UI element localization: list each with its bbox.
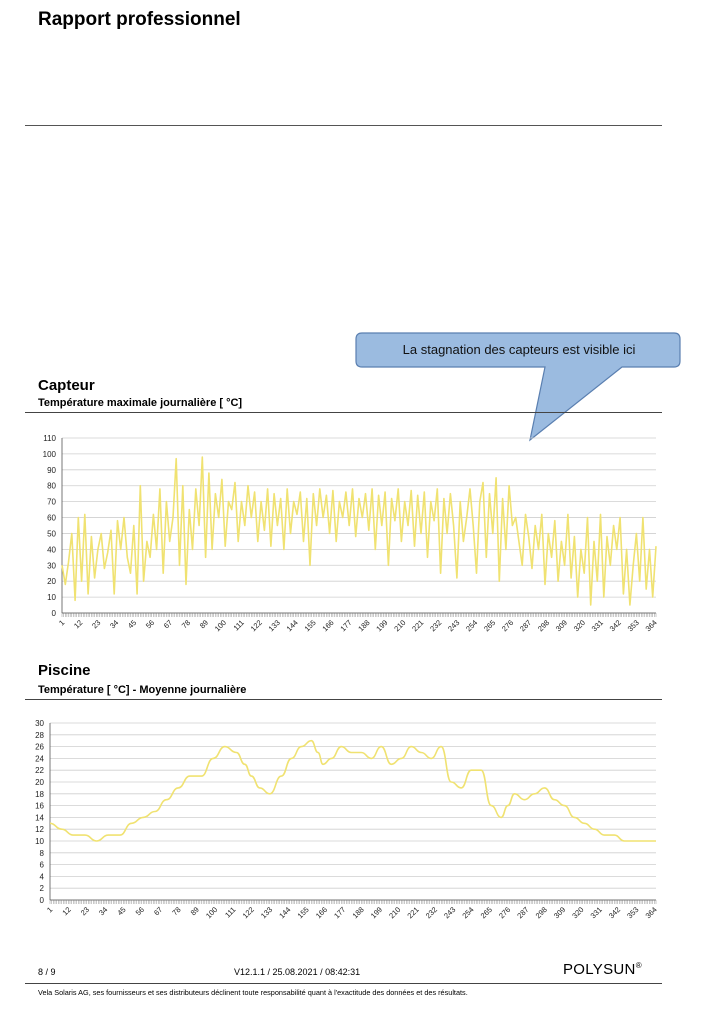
x-tick-label: 210	[392, 618, 408, 634]
y-tick-label: 30	[35, 719, 44, 728]
x-tick-label: 111	[231, 618, 246, 633]
y-tick-label: 6	[39, 860, 44, 870]
x-tick-label: 265	[482, 618, 498, 634]
y-tick-label: 14	[35, 813, 44, 823]
x-tick-label: 210	[387, 905, 403, 921]
x-tick-label: 177	[338, 618, 354, 634]
x-tick-label: 243	[446, 618, 462, 634]
x-tick-label: 155	[302, 618, 318, 634]
x-tick-label: 232	[428, 618, 444, 634]
y-tick-label: 0	[51, 609, 56, 618]
y-tick-label: 60	[47, 513, 56, 523]
x-tick-label: 122	[248, 618, 264, 634]
x-tick-label: 298	[535, 618, 552, 634]
y-tick-label: 20	[35, 778, 44, 787]
x-tick-label: 1	[45, 905, 55, 915]
x-tick-label: 166	[313, 905, 330, 921]
disclaimer-text: Vela Solaris AG, ses fournisseurs et ses distributeurs déclinent toute responsabilité quant à l'exactitude des données et des résultats.	[38, 988, 468, 997]
x-tick-label: 331	[589, 618, 605, 634]
x-tick-label: 166	[320, 618, 336, 634]
x-tick-label: 78	[170, 905, 183, 918]
x-tick-label: 364	[643, 905, 659, 921]
x-tick-label: 45	[115, 905, 128, 918]
y-tick-label: 0	[39, 896, 44, 905]
x-tick-label: 23	[90, 618, 103, 631]
x-tick-label: 287	[515, 905, 531, 921]
x-tick-label: 221	[405, 905, 421, 921]
version-stamp: V12.1.1 / 25.08.2021 / 08:42:31	[234, 967, 361, 977]
y-tick-label: 40	[47, 545, 56, 555]
x-tick-label: 243	[442, 905, 458, 921]
series-line	[50, 741, 656, 841]
y-tick-label: 10	[35, 837, 44, 846]
x-tick-label: 100	[204, 905, 220, 921]
x-tick-label: 331	[588, 905, 604, 921]
y-tick-label: 18	[35, 789, 44, 799]
x-tick-label: 199	[368, 905, 385, 921]
x-tick-label: 254	[464, 618, 480, 634]
y-tick-label: 26	[35, 742, 44, 752]
x-tick-label: 320	[570, 905, 586, 921]
x-tick-label: 320	[571, 618, 587, 634]
y-tick-label: 30	[47, 561, 56, 571]
x-tick-label: 199	[374, 618, 390, 634]
y-tick-label: 70	[47, 497, 56, 507]
x-tick-label: 287	[517, 618, 534, 634]
section-title-capteur: Capteur	[38, 377, 95, 394]
x-tick-label: 177	[332, 905, 348, 921]
x-tick-label: 12	[72, 618, 85, 631]
y-tick-label: 80	[47, 481, 56, 491]
chart-piscine-mean-temp	[0, 715, 710, 940]
x-tick-label: 364	[643, 618, 659, 634]
x-tick-label: 45	[125, 618, 139, 631]
brand-name: POLYSUN	[563, 961, 636, 978]
x-tick-label: 67	[161, 618, 175, 631]
y-tick-label: 16	[35, 801, 44, 811]
x-tick-label: 188	[356, 618, 372, 634]
x-tick-label: 34	[97, 905, 110, 918]
x-tick-label: 155	[295, 905, 311, 921]
footer-divider	[25, 983, 662, 984]
y-tick-label: 8	[39, 848, 44, 858]
x-tick-label: 353	[625, 618, 641, 634]
y-tick-label: 100	[42, 449, 56, 459]
brand-logo	[563, 961, 642, 978]
y-tick-label: 4	[39, 872, 44, 882]
section-subtitle-capteur: Température maximale journalière [ °C]	[38, 397, 243, 409]
x-tick-label: 144	[277, 905, 293, 921]
x-tick-label: 89	[188, 905, 201, 918]
x-tick-label: 1	[57, 618, 67, 628]
x-tick-label: 89	[197, 618, 211, 631]
callout-text: La stagnation des capteurs est visible ici	[402, 341, 636, 357]
x-tick-label: 276	[497, 905, 513, 921]
x-tick-label: 276	[499, 618, 516, 634]
x-tick-label: 67	[152, 905, 165, 918]
x-tick-label: 353	[625, 905, 641, 921]
x-tick-label: 34	[108, 618, 121, 631]
x-tick-label: 78	[179, 618, 193, 631]
y-tick-label: 12	[35, 825, 44, 835]
y-tick-label: 24	[35, 754, 44, 764]
y-tick-label: 50	[47, 529, 56, 539]
x-tick-label: 122	[240, 905, 256, 921]
x-tick-label: 342	[606, 905, 623, 921]
x-tick-label: 133	[258, 905, 275, 921]
section-divider-piscine	[25, 699, 662, 700]
x-tick-label: 100	[212, 618, 228, 634]
x-tick-label: 342	[607, 618, 623, 634]
chart-capteur-max-temp	[0, 430, 710, 650]
x-tick-label: 23	[78, 905, 92, 918]
x-tick-label: 133	[266, 618, 282, 634]
brand-mark: ®	[635, 961, 642, 970]
report-title: Rapport professionnel	[38, 9, 241, 30]
page-number: 8 / 9	[38, 967, 56, 977]
y-tick-label: 20	[47, 577, 56, 587]
header-divider	[25, 125, 662, 126]
section-divider-capteur	[25, 412, 662, 413]
x-tick-label: 232	[423, 905, 439, 921]
x-tick-label: 309	[551, 905, 568, 921]
section-title-piscine: Piscine	[38, 662, 91, 679]
y-tick-label: 28	[35, 730, 44, 740]
x-tick-label: 265	[478, 905, 494, 921]
x-tick-label: 144	[284, 618, 300, 634]
section-subtitle-piscine: Température [ °C] - Moyenne journalière	[38, 684, 247, 696]
y-tick-label: 22	[35, 766, 44, 776]
x-tick-label: 12	[60, 905, 73, 918]
x-tick-label: 56	[143, 618, 157, 631]
x-tick-label: 188	[350, 905, 366, 921]
y-tick-label: 90	[47, 465, 56, 475]
x-tick-label: 111	[223, 905, 238, 920]
y-tick-label: 110	[43, 434, 56, 443]
x-tick-label: 56	[133, 905, 146, 918]
y-tick-label: 10	[47, 593, 56, 603]
x-tick-label: 298	[533, 905, 549, 921]
x-tick-label: 221	[410, 618, 426, 634]
series-line	[62, 457, 656, 605]
x-tick-label: 309	[553, 618, 570, 634]
x-tick-label: 254	[460, 905, 476, 921]
y-tick-label: 2	[39, 884, 44, 894]
